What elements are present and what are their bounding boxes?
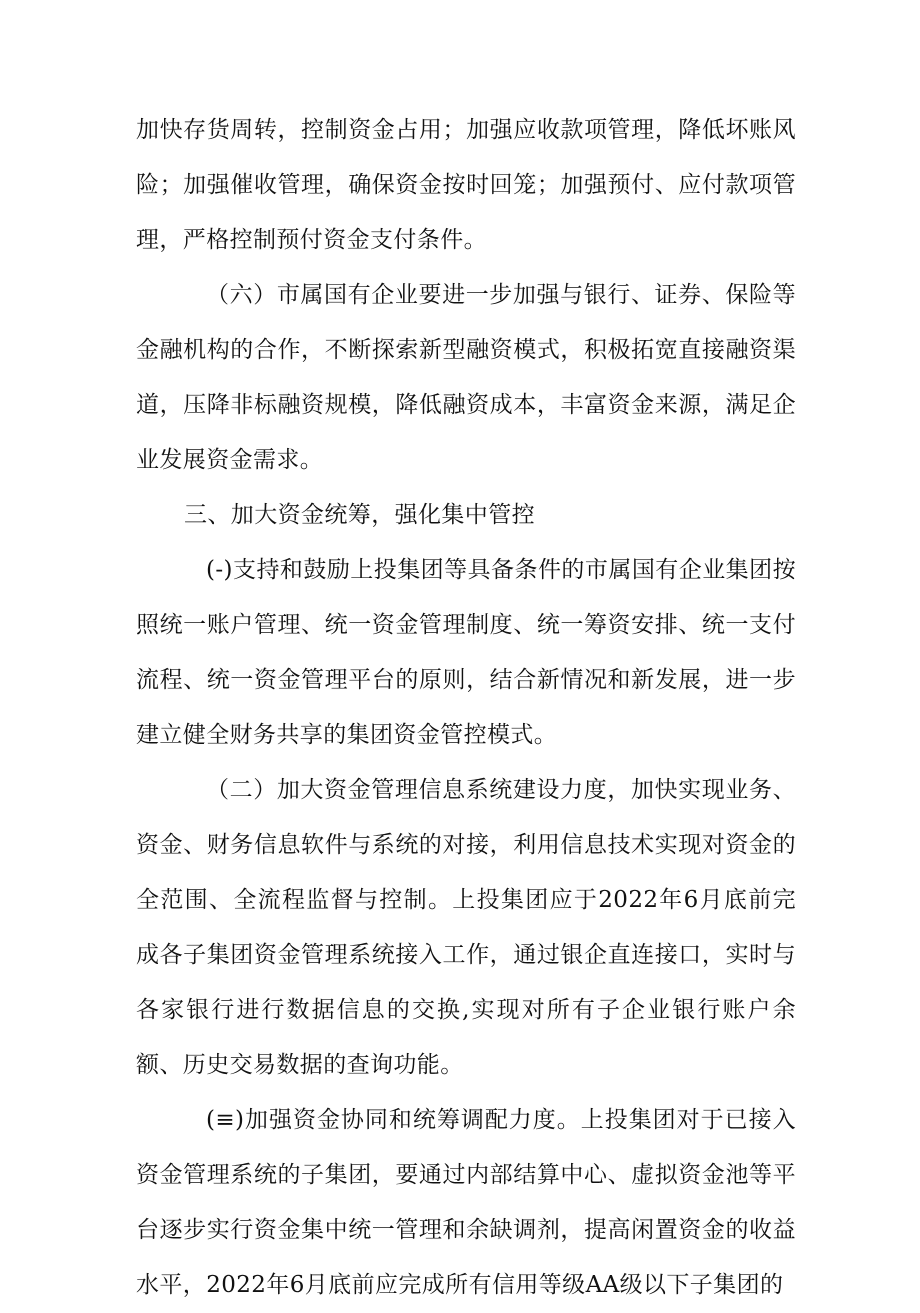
paragraph-section-six: （六）市属国有企业要进一步加强与银行、证券、保险等金融机构的合作，不断探索新型融资模式，积极拓宽直接融资渠道，压降非标融资规模，降低融资成本，丰富资金来源，满足企业发展资金需求。 [136,282,796,473]
paragraph-continued: 加快存货周转，控制资金占用；加强应收款项管理，降低坏账风险；加强催收管理，确保资金按时回笼；加强预付、应付款项管理，严格控制预付资金支付条件。 [136,117,796,253]
document-body [136,103,796,1313]
paragraph-item-two: （二）加大资金管理信息系统建设力度，加快实现业务、资金、财务信息软件与系统的对接，利用信息技术实现对资金的全范围、全流程监督与控制。上投集团应于2022年6月底前完成各子集团资金管理系统接入工作，通过银企直连接口，实时与各家银行进行数据信息的交换,实现对所有子企业银行账户余额、历史交易数据的查询功能。 [136,777,796,1078]
section-heading-three: 三、加大资金统筹，强化集中管控 [184,502,535,528]
paragraph-item-one: (-)支持和鼓励上投集团等具备条件的市属国有企业集团按照统一账户管理、统一资金管理制度、统一筹资安排、统一支付流程、统一资金管理平台的原则，结合新情况和新发展，进一步建立健全财务共享的集团资金管控模式。 [136,557,796,748]
paragraph-item-three: (≡)加强资金协同和统筹调配力度。上投集团对于已接入资金管理系统的子集团，要通过内部结算中心、虚拟资金池等平台逐步实行资金集中统一管理和余缺调剂，提高闲置资金的收益水平，2022年6月底前应完成所有信用等级AA级以下子集团的 [136,1107,796,1298]
